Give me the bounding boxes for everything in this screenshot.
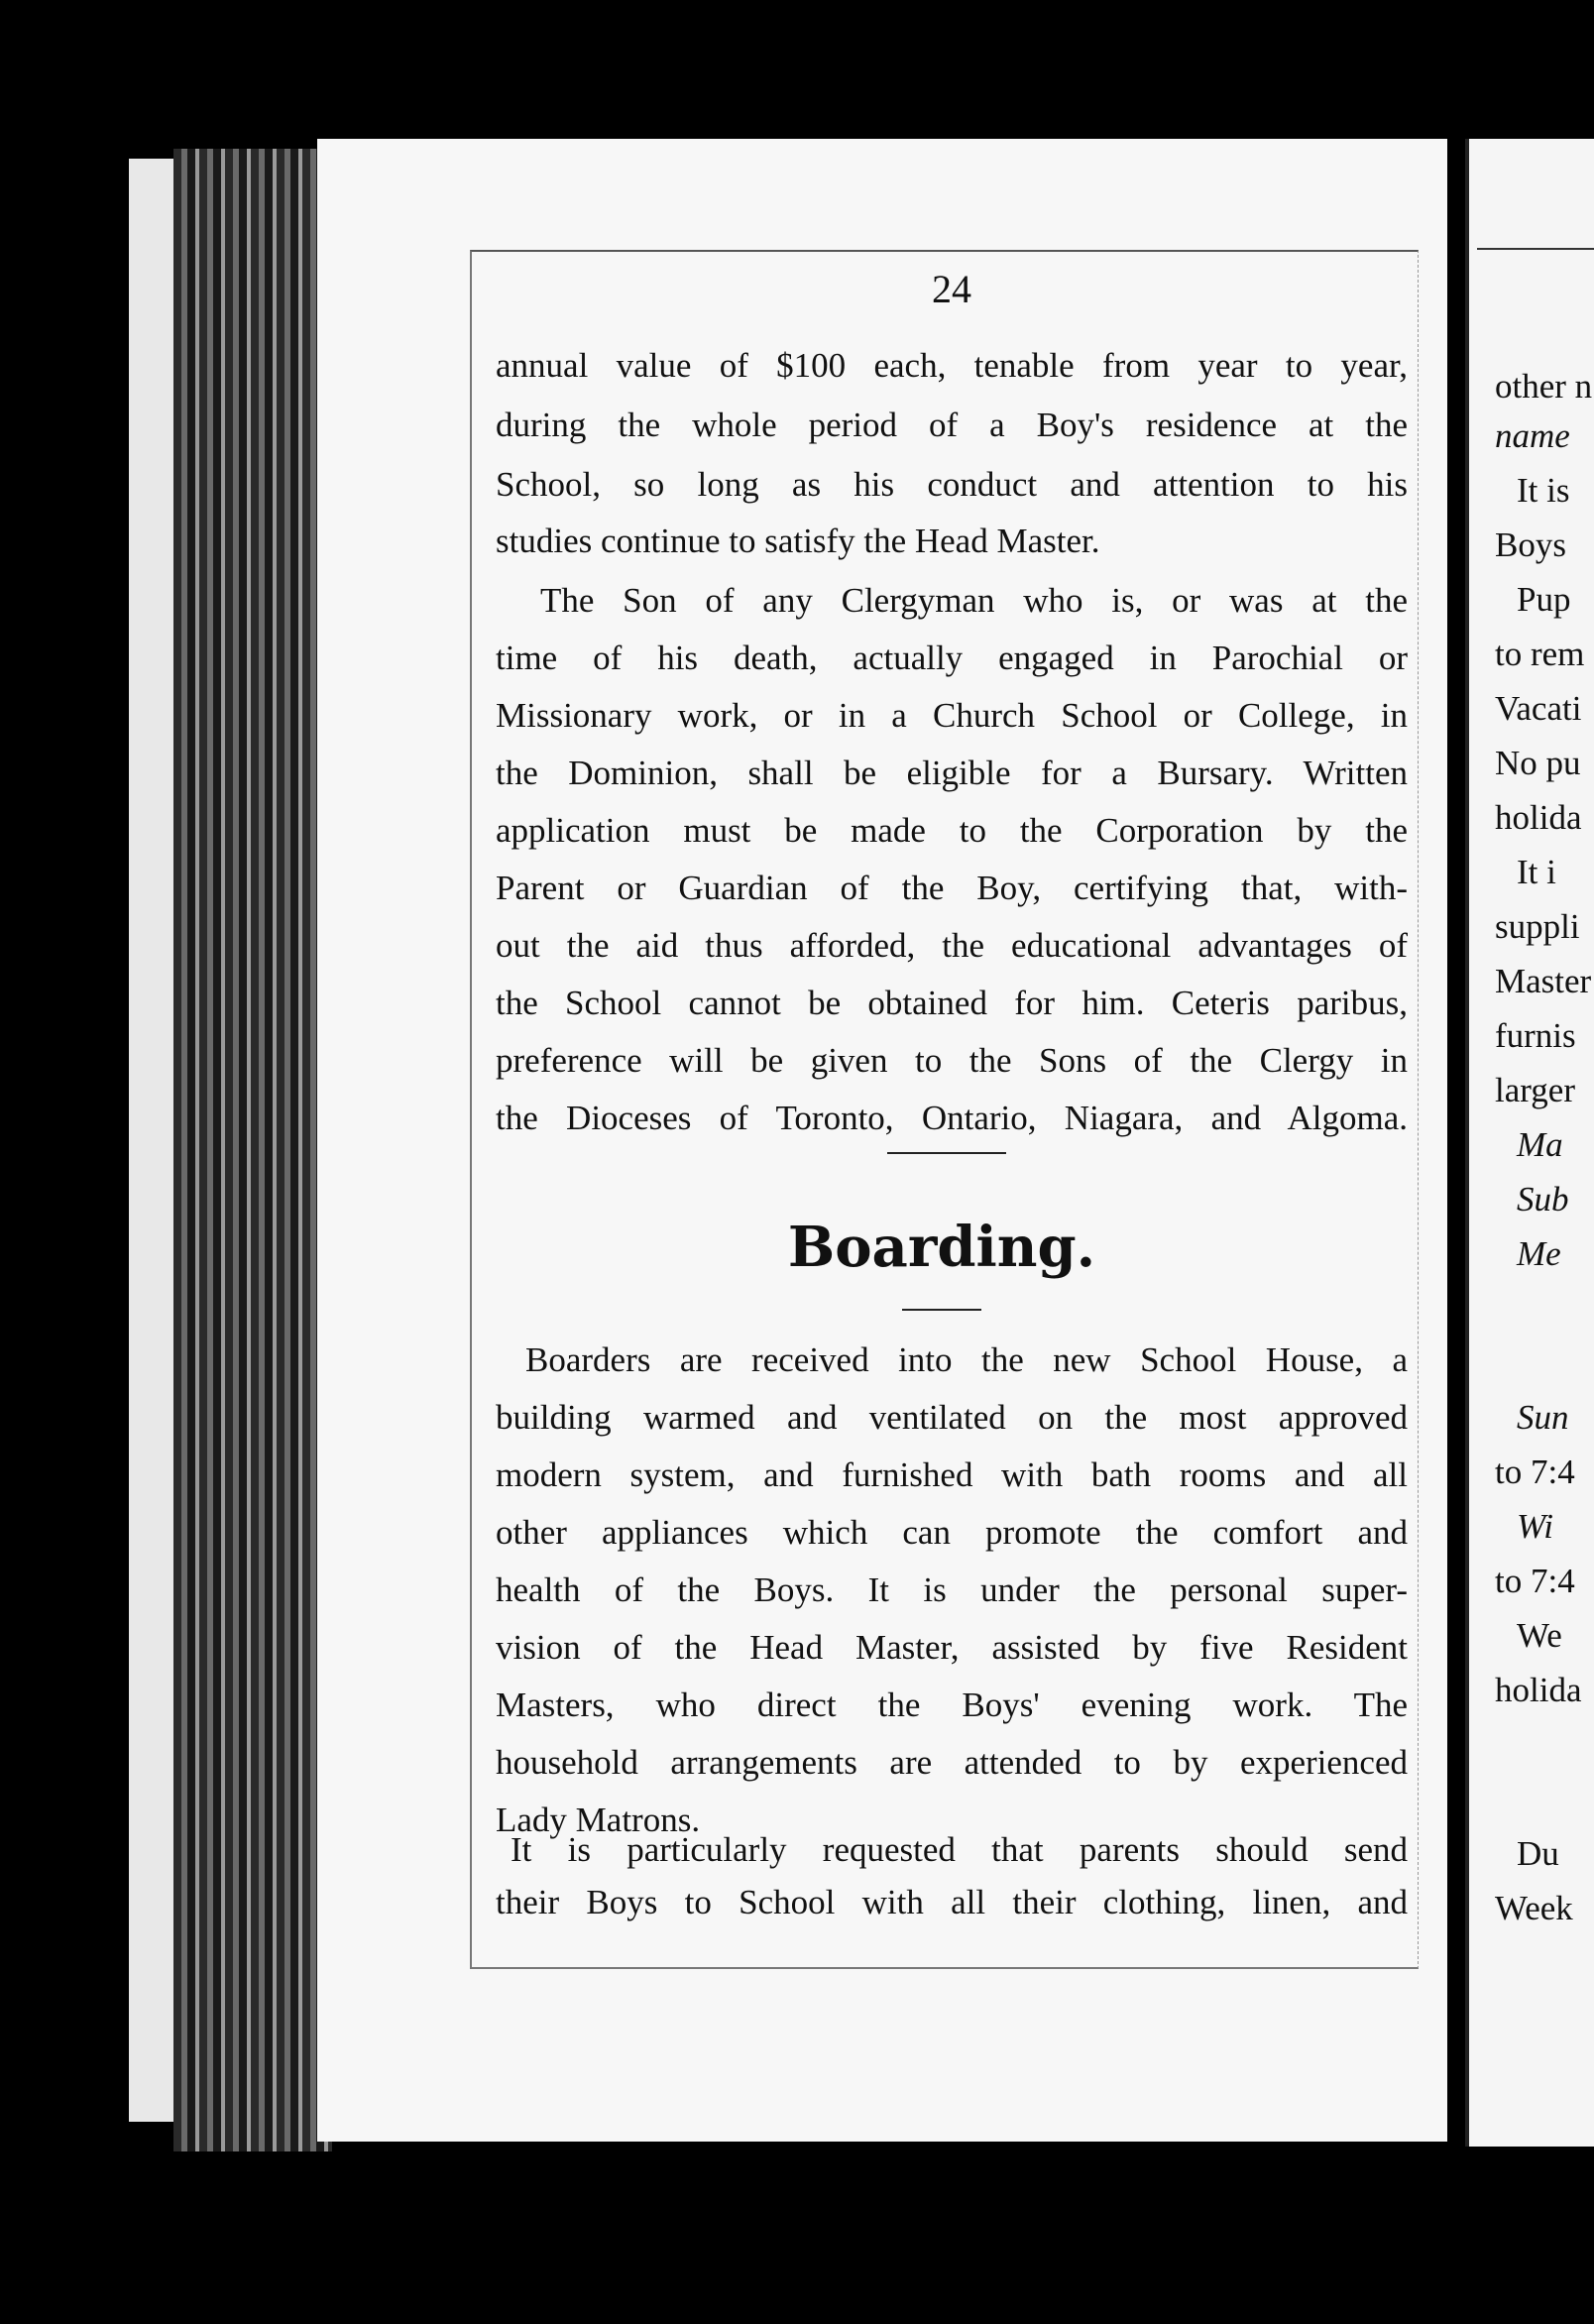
text-line: application must be made to the Corporation by the — [496, 811, 1408, 850]
divider-rule — [1477, 248, 1594, 250]
text-line: the Dioceses of Toronto, Ontario, Niagara, and Algoma. — [496, 1099, 1408, 1137]
text-line: Parent or Guardian of the Boy, certifying that, with- — [496, 869, 1408, 907]
facing-text-line: larger — [1495, 1071, 1575, 1109]
text-line: out the aid thus afforded, the educational advantages of — [496, 926, 1408, 965]
facing-text-line: We — [1517, 1616, 1562, 1655]
text-line: Missionary work, or in a Church School or College, in — [496, 696, 1408, 735]
facing-text-line: Du — [1517, 1834, 1559, 1873]
divider-rule — [887, 1152, 1006, 1154]
text-line: during the whole period of a Boy's residence at the — [496, 406, 1408, 444]
facing-text-line: Master — [1495, 962, 1592, 1000]
facing-text-line: Ma — [1517, 1125, 1563, 1164]
facing-text-line: Sun — [1517, 1398, 1569, 1437]
facing-text-line: It i — [1517, 853, 1556, 891]
facing-text-line: holida — [1495, 1671, 1582, 1709]
text-line: vision of the Head Master, assisted by five Resident — [496, 1628, 1408, 1667]
facing-text-line: Wi — [1517, 1507, 1553, 1546]
text-line: It is particularly requested that parents should send — [511, 1830, 1408, 1869]
book-page-edges — [173, 149, 332, 2151]
page-number: 24 — [932, 267, 971, 311]
facing-text-line: Vacati — [1495, 689, 1582, 728]
text-line: the Dominion, shall be eligible for a Bursary. Written — [496, 754, 1408, 792]
text-line: School, so long as his conduct and attention to his — [496, 465, 1408, 504]
facing-text-line: holida — [1495, 798, 1582, 837]
divider-rule — [902, 1309, 981, 1311]
text-line: preference will be given to the Sons of the Clergy in — [496, 1041, 1408, 1080]
text-line: Masters, who direct the Boys' evening work. The — [496, 1685, 1408, 1724]
text-line: household arrangements are attended to by experienced — [496, 1743, 1408, 1782]
facing-text-line: Pup — [1517, 580, 1571, 619]
text-line: annual value of $100 each, tenable from year to year, — [496, 346, 1408, 385]
text-line: other appliances which can promote the comfort and — [496, 1513, 1408, 1552]
text-line: health of the Boys. It is under the personal super- — [496, 1570, 1408, 1609]
facing-text-line: Week — [1495, 1889, 1573, 1927]
text-line: The Son of any Clergyman who is, or was at the — [540, 581, 1408, 620]
facing-text-line: to rem — [1495, 635, 1585, 673]
text-line: studies continue to satisfy the Head Master. — [496, 522, 1100, 560]
section-title: Boarding. — [787, 1215, 1096, 1280]
facing-text-line: other n — [1495, 367, 1593, 406]
facing-text-line: name — [1495, 416, 1570, 455]
text-line: building warmed and ventilated on the most approved — [496, 1398, 1408, 1437]
facing-text-line: suppli — [1495, 907, 1580, 946]
facing-text-line: to 7:4 — [1495, 1562, 1575, 1600]
facing-page-text — [1465, 139, 1594, 2147]
facing-text-line: Boys — [1495, 525, 1566, 564]
text-line: Lady Matrons. — [496, 1801, 701, 1839]
text-line: the School cannot be obtained for him. Ceteris paribus, — [496, 984, 1408, 1022]
facing-text-line: furnis — [1495, 1016, 1576, 1055]
facing-text-line: No pu — [1495, 744, 1581, 782]
text-line: Boarders are received into the new School House, a — [525, 1340, 1408, 1379]
facing-text-line: Me — [1517, 1234, 1561, 1273]
text-line: their Boys to School with all their clothing, linen, and — [496, 1883, 1408, 1921]
facing-text-line: to 7:4 — [1495, 1452, 1575, 1491]
facing-text-line: Sub — [1517, 1180, 1569, 1219]
text-line: time of his death, actually engaged in Parochial or — [496, 639, 1408, 677]
facing-text-line: It is — [1517, 471, 1570, 510]
text-line: modern system, and furnished with bath rooms and all — [496, 1455, 1408, 1494]
